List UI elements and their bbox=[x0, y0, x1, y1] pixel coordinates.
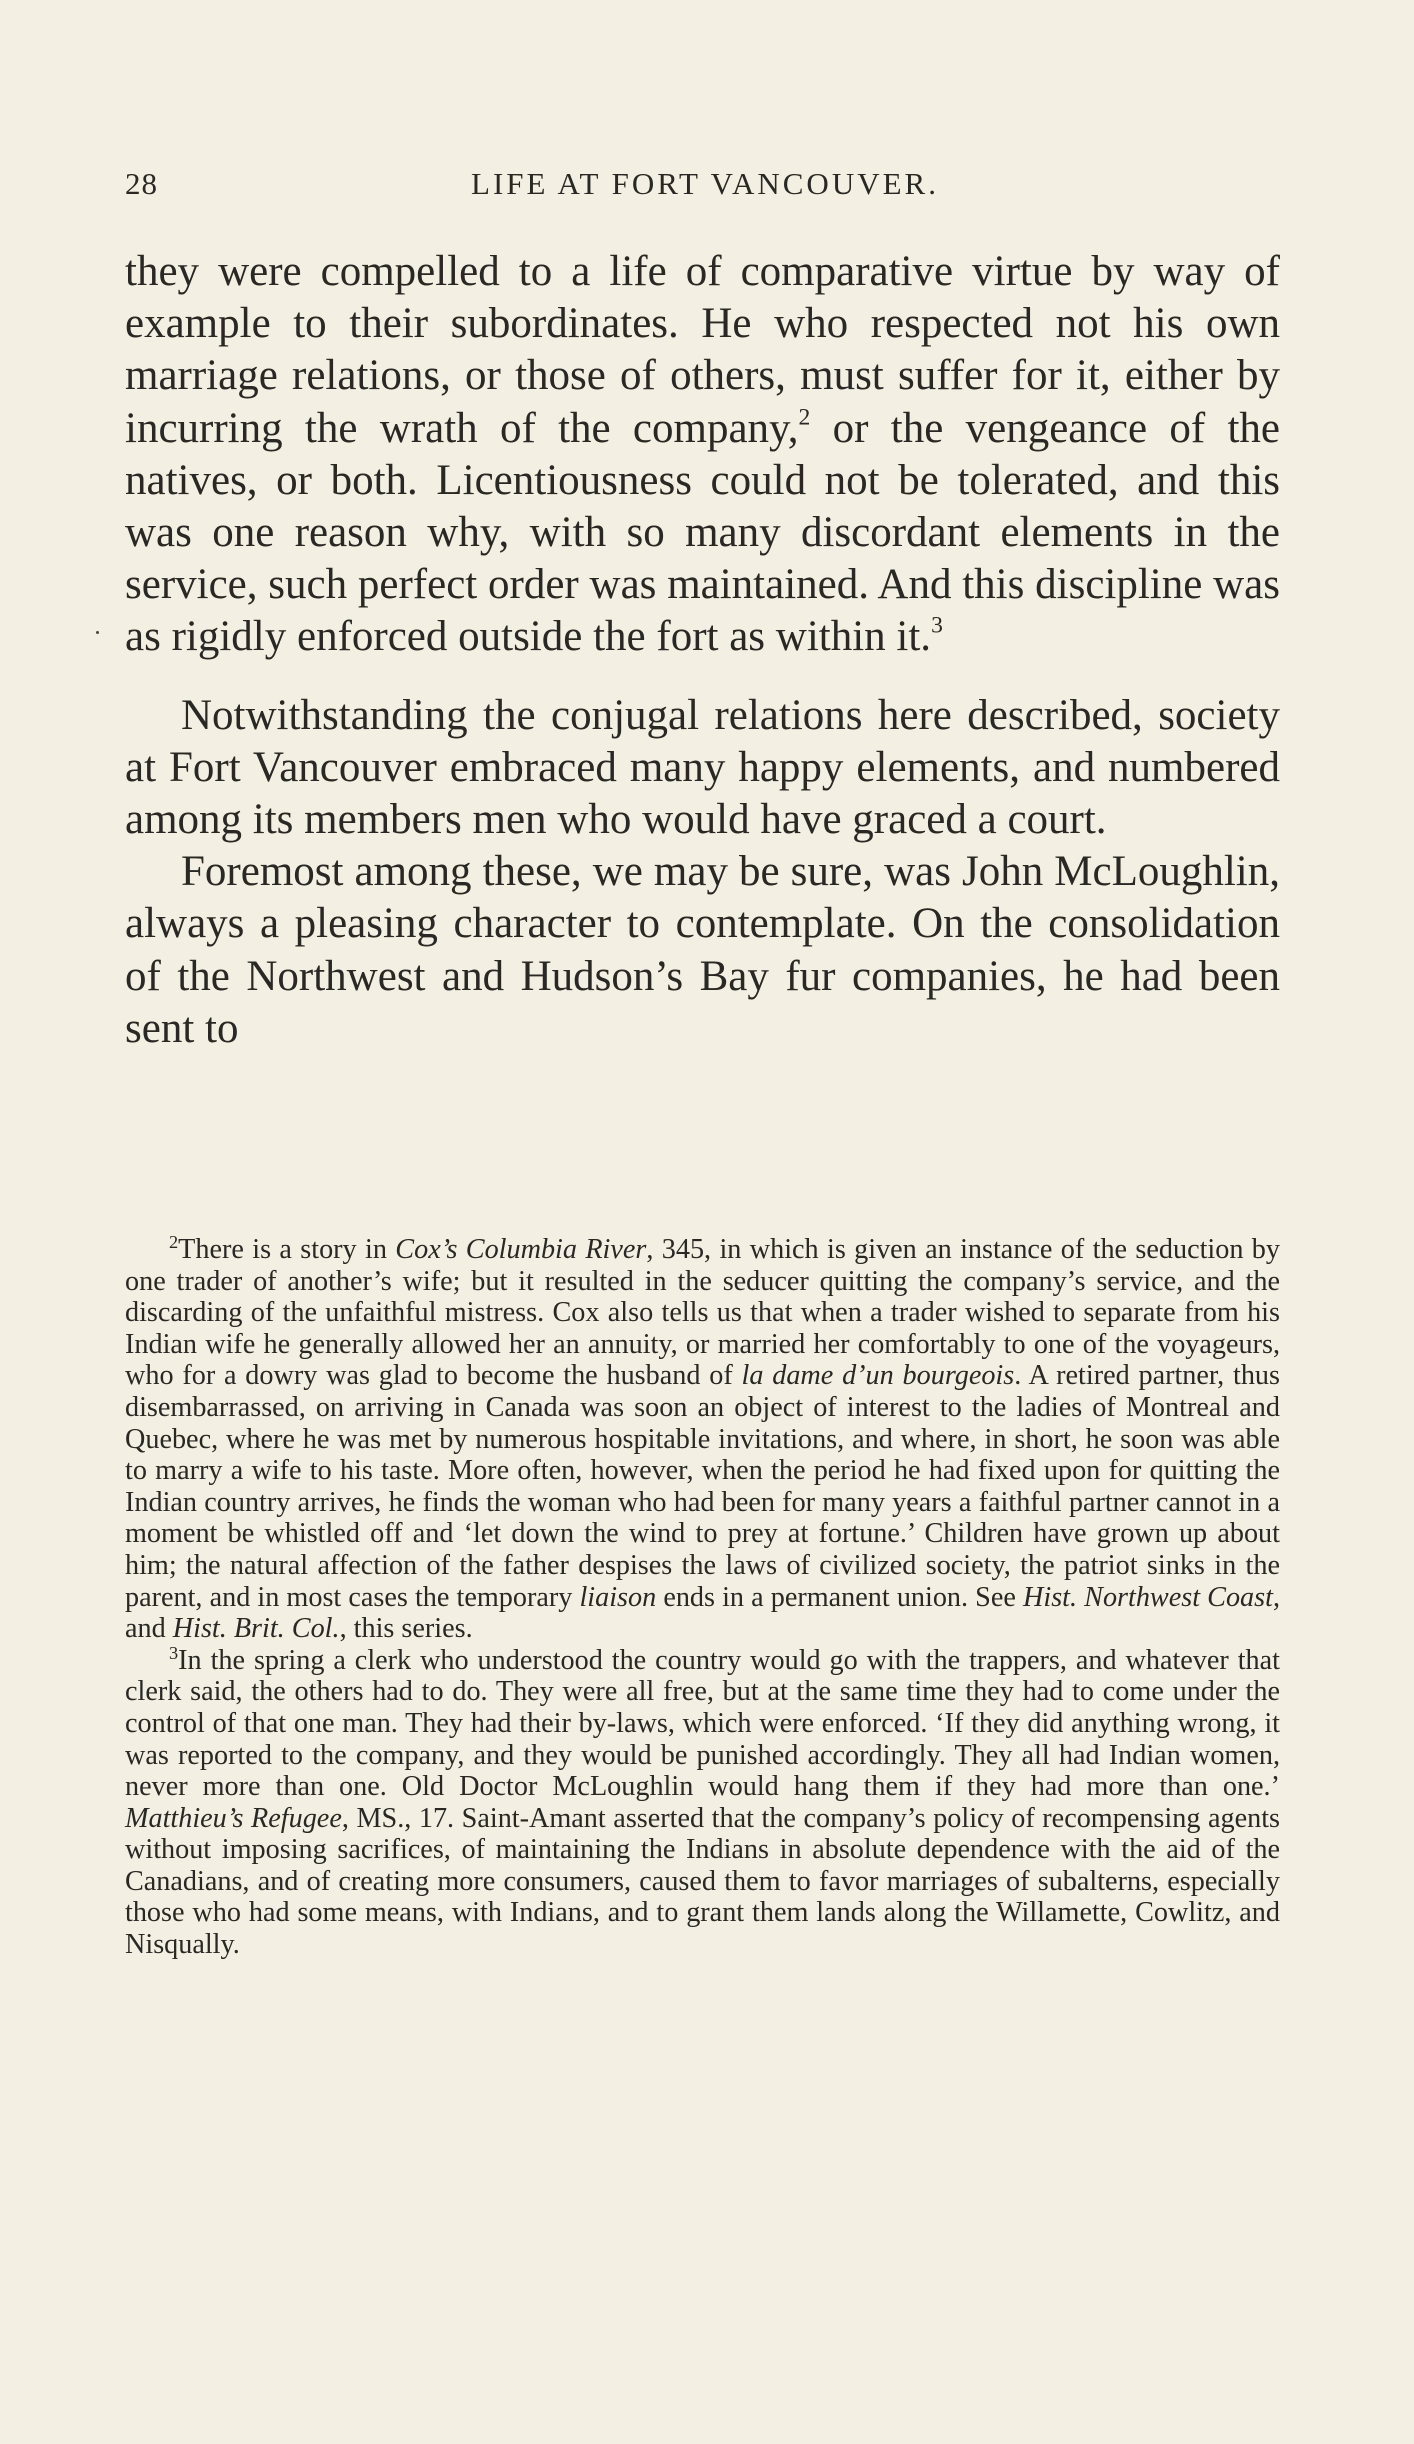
paragraph-1-text-b: or the vengeance of the natives, or both. Licentiousness could not be tolerated, and this was one reason why, with so many discordant elements in the service, such perfect order was maintained. And this discipline was as rigidly enforced outside the fort as within it. bbox=[125, 404, 1280, 661]
paragraph-1 bbox=[125, 246, 1280, 664]
footnote-2-text: , and bbox=[125, 1581, 1280, 1645]
paragraph-1-text-a: they were compelled to a life of comparative virtue by way of example to their subordinates. He who respected not his own marriage relations, or those of others, must suffer for it, either by incurring the wrath of the company, bbox=[125, 248, 1280, 452]
margin-mark bbox=[96, 631, 99, 634]
footnote-ref-2: 2 bbox=[798, 403, 811, 430]
running-title: LIFE AT FORT VANCOUVER. bbox=[471, 166, 939, 201]
paragraph-2: Notwithstanding the conjugal relations here described, society at Fort Vancouver embraced many happy elements, and numbered among its members men who would have graced a court. bbox=[125, 691, 1280, 844]
footnote-3-citation: Matthieu’s Refugee bbox=[125, 1802, 342, 1834]
footnotes bbox=[125, 1231, 1280, 1961]
main-text bbox=[125, 246, 1280, 1055]
page-number: 28 bbox=[125, 166, 158, 201]
footnote-3 bbox=[125, 1642, 1280, 1961]
footnote-3-number: 3 bbox=[169, 1642, 179, 1663]
footnote-2-citation: Cox’s Columbia River bbox=[395, 1234, 647, 1265]
footnote-2-citation: Hist. Northwest Coast bbox=[1023, 1581, 1273, 1613]
footnote-2-citation: Hist. Brit. Col. bbox=[172, 1613, 340, 1645]
footnote-ref-3: 3 bbox=[931, 612, 943, 639]
footnote-2-citation: la dame d’un bourgeois bbox=[741, 1360, 1015, 1392]
footnote-2-text: There is a story in bbox=[178, 1234, 396, 1265]
footnote-3-text: In the spring a clerk who understood the country would go with the trappers, and whatever that clerk said, the others had to do. They were all free, but at the same time they had to come under the control of that one man. They had their by-laws, which were enforced. ‘If they did anything wrong, it was reported to the company, and they would be punished accordingly. They all had Indian women, never more than one. Old Doctor McLoughlin would hang them if they had more than one.’ bbox=[125, 1644, 1280, 1803]
footnote-3-text: , MS., 17. Saint-Amant asserted that the company’s policy of recompensing agents without imposing sacrifices, of maintaining the Indians in absolute dependence with the aid of the Canadians, and of creating more consumers, caused them to favor marriages of subalterns, especially those who had some means, with Indians, and to grant them lands along the Willamette, Cowlitz, and Nisqually. bbox=[125, 1802, 1280, 1961]
footnote-2-number: 2 bbox=[169, 1231, 179, 1252]
footnote-2-text: . A retired partner, thus disembarrassed, on arriving in Canada was soon an object of interest to the ladies of Montreal and Quebec, where he was met by numerous hospitable invitations, and where, in short, he soon was able to marry a wife to his taste. More often, however, when the period he had fixed upon for quitting the Indian country arrives, he finds the woman who had been for many years a faithful partner cannot in a moment be whistled off and ‘let down the wind to prey at fortune.’ Children have grown up about him; the natural affection of the father despises the laws of civilized society, the patriot sinks in the parent, and in most cases the temporary bbox=[125, 1360, 1280, 1613]
footnote-2-text: , this series. bbox=[339, 1613, 473, 1645]
footnote-2-text: , 345, in which is given an instance of the seduction by one trader of another’s wife; but it resulted in the seducer quitting the company’s service, and the discarding of the unfaithful mistress. Cox also tells us that when a trader wished to separate from his Indian wife he generally allowed her an annuity, or married her comfortably to one of the voyageurs, who for a dowry was glad to become the husband of bbox=[125, 1234, 1280, 1392]
paragraph-3: Foremost among these, we may be sure, was John McLoughlin, always a pleasing character to contemplate. On the consolidation of the Northwest and Hudson’s Bay fur companies, he had been sent to bbox=[125, 848, 1280, 1052]
footnote-2-text: ends in a permanent union. See bbox=[656, 1581, 1023, 1613]
footnote-2-citation: liaison bbox=[579, 1581, 657, 1613]
page-header bbox=[125, 166, 1285, 206]
footnote-2 bbox=[125, 1231, 1280, 1645]
